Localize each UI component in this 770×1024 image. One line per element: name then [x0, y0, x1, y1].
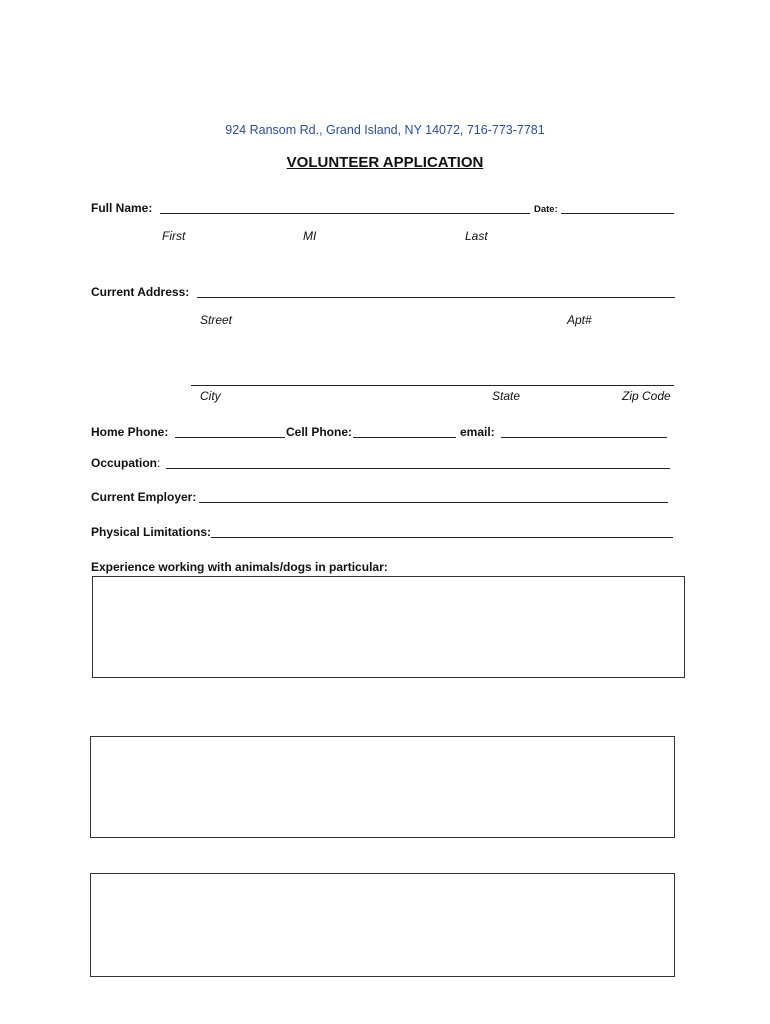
experience-text-box[interactable] — [92, 576, 685, 678]
street-caption: Street — [200, 313, 233, 327]
city-caption: City — [200, 389, 221, 403]
physical-limitations-field[interactable] — [211, 537, 673, 538]
page-title-text: VOLUNTEER APPLICATION — [286, 154, 484, 171]
street-address-field[interactable] — [197, 297, 675, 298]
experience-label: Experience working with animals/dogs in particular: — [91, 560, 388, 574]
email-label: email: — [460, 425, 495, 439]
current-employer-label: Current Employer: — [91, 490, 197, 504]
first-name-caption: First — [162, 229, 186, 243]
text-box-3[interactable] — [90, 873, 675, 977]
home-phone-label: Home Phone: — [91, 425, 169, 439]
full-name-label: Full Name: — [91, 201, 153, 215]
current-address-label: Current Address: — [91, 285, 190, 299]
text-box-2[interactable] — [90, 736, 675, 838]
organization-address: 924 Ransom Rd., Grand Island, NY 14072, 716-773-7781 — [225, 123, 545, 137]
home-phone-field[interactable] — [175, 437, 285, 438]
state-caption: State — [492, 389, 521, 403]
current-employer-field[interactable] — [199, 502, 668, 503]
cell-phone-field[interactable] — [353, 437, 456, 438]
zip-code-caption: Zip Code — [622, 389, 671, 403]
last-name-caption: Last — [465, 229, 488, 243]
middle-initial-caption: MI — [303, 229, 317, 243]
occupation-label-text: Occupation — [91, 456, 158, 470]
date-field[interactable] — [561, 213, 674, 214]
cell-phone-label: Cell Phone: — [286, 425, 353, 439]
physical-limitations-label: Physical Limitations: — [91, 525, 212, 539]
page-title — [0, 154, 770, 171]
occupation-colon: : — [157, 456, 161, 470]
city-state-zip-field[interactable] — [191, 385, 674, 386]
occupation-label — [91, 456, 160, 470]
date-label: Date: — [534, 204, 558, 215]
apt-caption: Apt# — [567, 313, 592, 327]
email-field[interactable] — [501, 437, 667, 438]
occupation-field[interactable] — [166, 468, 670, 469]
full-name-field[interactable] — [160, 213, 530, 214]
